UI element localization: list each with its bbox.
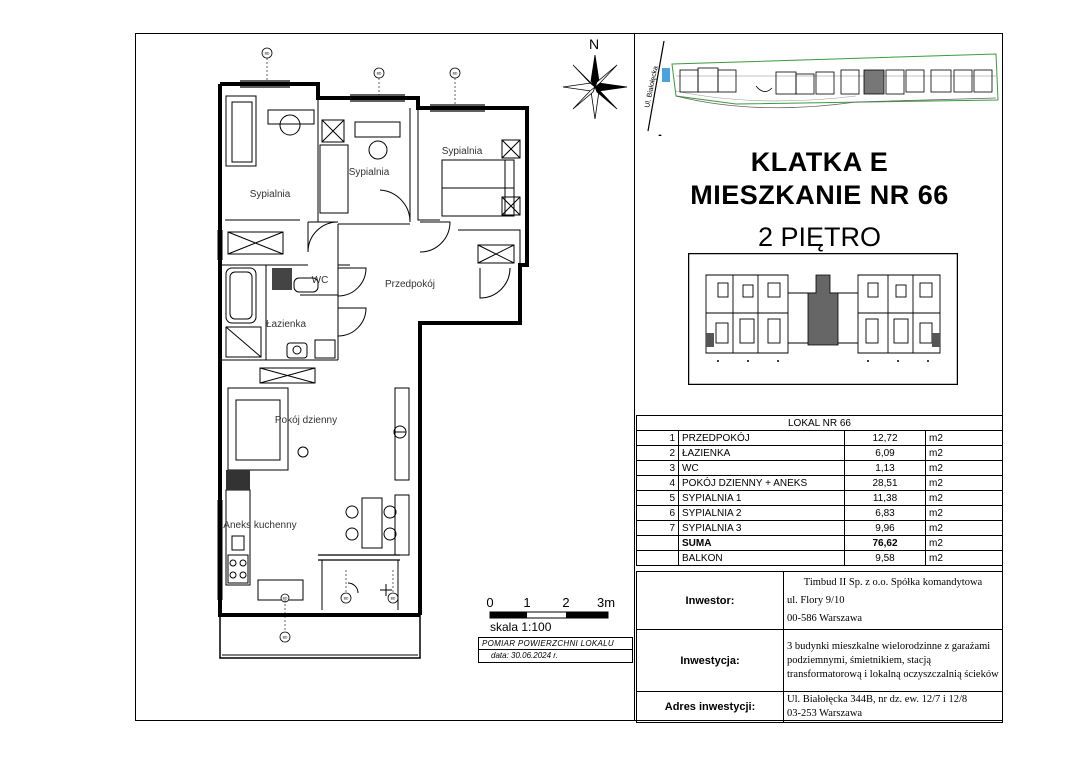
north-compass-icon — [560, 35, 630, 120]
row-value: 6,09 — [845, 446, 926, 461]
row-value: 9,96 — [845, 521, 926, 536]
measurement-stamp — [478, 637, 633, 663]
scale-label: skala 1:100 — [490, 620, 552, 634]
tag-6: BD — [282, 596, 288, 601]
area-table — [636, 415, 1003, 566]
row-value: 6,83 — [845, 506, 926, 521]
row-value: 1,13 — [845, 461, 926, 476]
row-no: 5 — [637, 491, 679, 506]
klatka-title: KLATKA E — [750, 147, 889, 177]
row-no — [637, 551, 679, 566]
row-unit: m2 — [926, 506, 1003, 521]
row-name: SYPIALNIA 1 — [679, 491, 845, 506]
row-no: 1 — [637, 431, 679, 446]
row-value: 28,51 — [845, 476, 926, 491]
table-row — [637, 476, 1003, 491]
row-name: BALKON — [679, 551, 845, 566]
scale-tick-0: 0 — [486, 595, 494, 610]
room-label-sypialnia-2: Sypialnia — [348, 167, 390, 178]
room-label-aneks: Aneks kuchenny — [223, 520, 297, 531]
table-row — [637, 446, 1003, 461]
row-unit: m2 — [926, 491, 1003, 506]
table-row — [637, 506, 1003, 521]
compass-north-label: N — [588, 36, 600, 52]
row-unit: m2 — [926, 551, 1003, 566]
row-name: SYPIALNIA 2 — [679, 506, 845, 521]
info-table — [636, 571, 1003, 723]
floor-title: 2 PIĘTRO — [757, 222, 882, 252]
tag-2: BD — [376, 71, 382, 76]
row-no: 4 — [637, 476, 679, 491]
row-value: 12,72 — [845, 431, 926, 446]
row-name: POKÓJ DZIENNY + ANEKS — [679, 476, 845, 491]
room-label-sypialnia-3: Sypialnia — [441, 146, 483, 157]
scale-tick-2: 2 — [562, 595, 570, 610]
inwestor-label: Inwestor: — [637, 572, 784, 630]
room-label-przedpokoj: Przedpokój — [384, 279, 436, 290]
row-name: PRZEDPOKÓJ — [679, 431, 845, 446]
site-street-label: Ul. Białołęcka — [644, 65, 660, 109]
site-map — [636, 36, 1001, 136]
row-unit: m2 — [926, 461, 1003, 476]
row-unit: m2 — [926, 446, 1003, 461]
row-name: SUMA — [679, 536, 845, 551]
adres-label: Adres inwestycji: — [637, 692, 784, 723]
row-no: 2 — [637, 446, 679, 461]
measurement-date: data: 30.06.2024 r. — [491, 651, 558, 660]
adres-line-2: 03-253 Warszawa — [787, 708, 863, 719]
floor-key-plan — [688, 253, 958, 385]
row-no — [637, 536, 679, 551]
tag-5: BD — [390, 596, 396, 601]
row-unit: m2 — [926, 431, 1003, 446]
table-row-balkon — [637, 551, 1003, 566]
table-row — [637, 431, 1003, 446]
measurement-title: POMIAR POWIERZCHNI LOKALU — [479, 638, 632, 650]
room-label-pokoj-dzienny: Pokój dzienny — [274, 415, 338, 426]
row-no: 6 — [637, 506, 679, 521]
tag-7: BD — [282, 635, 288, 640]
row-value: 76,62 — [845, 536, 926, 551]
row-name: SYPIALNIA 3 — [679, 521, 845, 536]
row-unit: m2 — [926, 521, 1003, 536]
scale-tick-3: 3m — [596, 595, 616, 610]
row-value: 9,58 — [845, 551, 926, 566]
tag-1: BD — [264, 51, 270, 56]
tag-4: BD — [343, 596, 349, 601]
area-table-header: LOKAL NR 66 — [637, 416, 1003, 431]
table-row — [637, 491, 1003, 506]
inwestycja-label: Inwestycja: — [637, 630, 784, 692]
room-label-wc: WC — [311, 275, 329, 286]
row-value: 11,38 — [845, 491, 926, 506]
mieszkanie-title: MIESZKANIE NR 66 — [690, 180, 949, 210]
row-name: ŁAZIENKA — [679, 446, 845, 461]
table-row-suma — [637, 536, 1003, 551]
table-row — [637, 521, 1003, 536]
row-no: 3 — [637, 461, 679, 476]
inwestycja-text: 3 budynki mieszkalne wielorodzinne z garażami podziemnymi, śmietnikiem, stacją transformatorową i lokalną oczyszczalnią ścieków — [784, 630, 1003, 692]
scale-bar — [478, 592, 633, 636]
inwestor-address-1: ul. Flory 9/10 — [787, 594, 845, 606]
sheet-divider — [634, 33, 635, 721]
room-label-lazienka: Łazienka — [265, 319, 307, 330]
row-unit: m2 — [926, 536, 1003, 551]
inwestor-name: Timbud II Sp. z o.o. Spółka komandytowa — [803, 576, 983, 588]
room-label-sypialnia-1: Sypialnia — [249, 189, 291, 200]
adres-line-1: Ul. Białołęcka 344B, nr dz. ew. 12/7 i 12/8 — [787, 694, 968, 705]
row-name: WC — [679, 461, 845, 476]
inwestor-address-2: 00-586 Warszawa — [787, 612, 863, 624]
tag-3: BD — [452, 71, 458, 76]
table-row — [637, 461, 1003, 476]
row-no: 7 — [637, 521, 679, 536]
scale-tick-1: 1 — [523, 595, 531, 610]
row-unit: m2 — [926, 476, 1003, 491]
